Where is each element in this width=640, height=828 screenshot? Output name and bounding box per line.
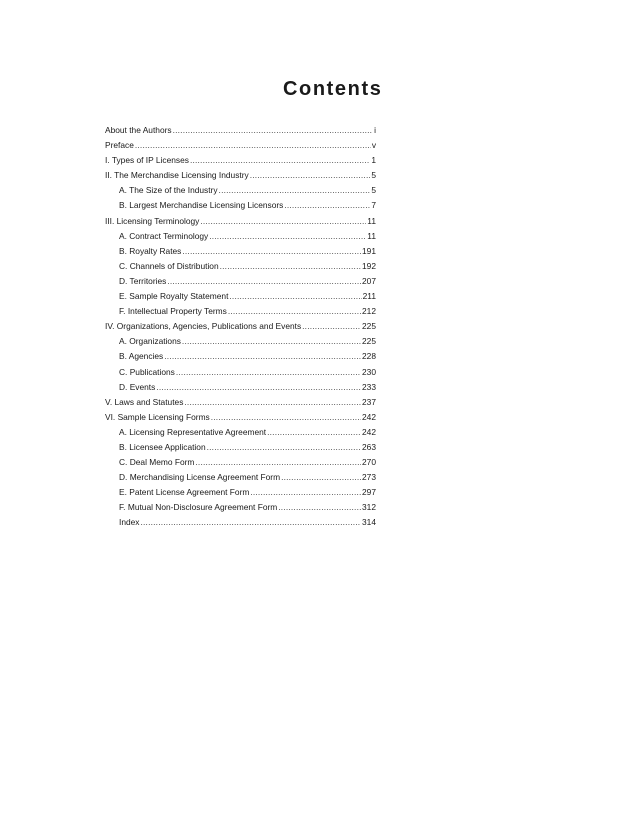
toc-entry-page-number: 314 (362, 517, 376, 528)
toc-entry (105, 244, 376, 259)
toc-entry (105, 365, 376, 380)
dot-leader (211, 410, 361, 425)
toc-entry (105, 319, 376, 334)
dot-leader (182, 244, 361, 259)
dot-leader (250, 168, 371, 183)
dot-leader (195, 455, 361, 470)
toc-entry-page-number: 237 (362, 396, 376, 407)
toc-entry-page-number: i (374, 125, 376, 135)
toc-entry-page-number: 225 (362, 321, 376, 332)
dot-leader (281, 470, 361, 485)
toc-entry-page-number: 233 (362, 381, 376, 392)
toc-entry-label: B. Licensee Application (119, 441, 206, 452)
toc-entry (105, 440, 376, 455)
toc-entry-label: B. Largest Merchandise Licensing Licensors (119, 200, 284, 211)
toc-entry-label: C. Channels of Distribution (119, 260, 219, 271)
toc-entry-label: Preface (105, 140, 134, 151)
toc-entry-label: C. Deal Memo Form (119, 457, 195, 468)
toc-entry (105, 425, 376, 440)
toc-entry-page-number: 263 (362, 441, 376, 452)
dot-leader (173, 123, 374, 138)
dot-leader (250, 485, 361, 500)
toc-entry-label: F. Intellectual Property Terms (119, 306, 227, 317)
toc-entry (105, 485, 376, 500)
toc-entry (105, 410, 376, 425)
toc-entry (105, 470, 376, 485)
dot-leader (229, 289, 361, 304)
toc-entry-page-number: 297 (362, 487, 376, 498)
toc-entry-page-number: 212 (362, 306, 376, 317)
toc-entry (105, 183, 376, 198)
dot-leader (219, 183, 371, 198)
dot-leader (278, 500, 361, 515)
toc-entry-label: About the Authors (105, 125, 172, 135)
toc-entry (105, 380, 376, 395)
dot-leader (164, 349, 361, 364)
toc-entry-page-number: v (371, 140, 376, 151)
toc-entry (105, 229, 376, 244)
dot-leader (207, 440, 361, 455)
toc-entry-label: Index (119, 517, 140, 528)
toc-entry-page-number: 242 (362, 411, 376, 422)
toc-entry-label: II. The Merchandise Licensing Industry (105, 170, 249, 181)
toc-entry (105, 259, 376, 274)
toc-entry-page-number: 225 (362, 336, 376, 347)
dot-leader (302, 319, 361, 334)
toc-entry (105, 214, 376, 229)
toc-entry-page-number: 5 (371, 170, 376, 181)
dot-leader (141, 515, 362, 530)
toc-entry-page-number: 211 (362, 291, 376, 302)
toc-entry-label: E. Patent License Agreement Form (119, 487, 250, 498)
dot-leader (176, 365, 361, 380)
toc-entry-label: I. Types of IP Licenses (105, 155, 189, 166)
toc-entry-page-number: 273 (362, 472, 376, 483)
toc-entry (105, 334, 376, 349)
toc-entry-label: A. Licensing Representative Agreement (119, 426, 267, 437)
toc-entry (105, 455, 376, 470)
toc-entry-page-number: 312 (362, 502, 376, 513)
toc-entry (105, 515, 376, 530)
toc-entry (105, 274, 376, 289)
dot-leader (182, 334, 361, 349)
toc-entry-label: III. Licensing Terminology (105, 215, 200, 226)
toc-entry-label: D. Events (119, 381, 156, 392)
toc-entry-page-number: 1 (371, 155, 376, 166)
dot-leader (135, 138, 371, 153)
toc-entry (105, 168, 376, 183)
toc-entry (105, 304, 376, 319)
dot-leader (190, 153, 370, 168)
toc-entry-label: A. Contract Terminology (119, 230, 209, 241)
table-of-contents (105, 123, 376, 531)
toc-entry-page-number: 7 (371, 200, 376, 211)
toc-entry-page-number: 230 (362, 366, 376, 377)
dot-leader (156, 380, 361, 395)
dot-leader (184, 395, 361, 410)
toc-entry-label: D. Territories (119, 275, 167, 286)
toc-entry (105, 153, 376, 168)
toc-entry (105, 395, 376, 410)
toc-entry-page-number: 270 (362, 457, 376, 468)
page-title: Contents (283, 78, 383, 100)
toc-entry-label: E. Sample Royalty Statement (119, 291, 229, 302)
toc-entry-label: IV. Organizations, Agencies, Publications and Events (105, 321, 302, 332)
toc-entry-label: A. Organizations (119, 336, 181, 347)
toc-entry-label: F. Mutual Non-Disclosure Agreement Form (119, 502, 278, 513)
toc-entry-page-number: 228 (362, 351, 376, 362)
dot-leader (228, 304, 361, 319)
toc-entry-page-number: 5 (371, 185, 376, 196)
toc-entry (105, 349, 376, 364)
toc-entry-page-number: 192 (362, 260, 376, 271)
toc-entry-label: C. Publications (119, 366, 175, 377)
toc-entry-page-number: 207 (362, 275, 376, 286)
toc-entry-label: B. Royalty Rates (119, 245, 182, 256)
toc-entry-label: B. Agencies (119, 351, 164, 362)
dot-leader (284, 198, 370, 213)
dot-leader (220, 259, 361, 274)
toc-entry-page-number: 11 (367, 230, 376, 241)
toc-entry (105, 123, 376, 138)
dot-leader (209, 229, 366, 244)
dot-leader (200, 214, 366, 229)
toc-entry-label: D. Merchandising License Agreement Form (119, 472, 281, 483)
toc-entry-label: VI. Sample Licensing Forms (105, 411, 210, 422)
toc-entry (105, 289, 376, 304)
toc-entry-page-number: 11 (367, 215, 376, 226)
dot-leader (167, 274, 361, 289)
toc-entry-page-number: 242 (362, 426, 376, 437)
dot-leader (267, 425, 361, 440)
toc-entry-label: A. The Size of the Industry (119, 185, 218, 196)
toc-entry (105, 138, 376, 153)
toc-entry (105, 198, 376, 213)
toc-entry-label: V. Laws and Statutes (105, 396, 184, 407)
toc-entry-page-number: 191 (362, 245, 376, 256)
toc-entry (105, 500, 376, 515)
